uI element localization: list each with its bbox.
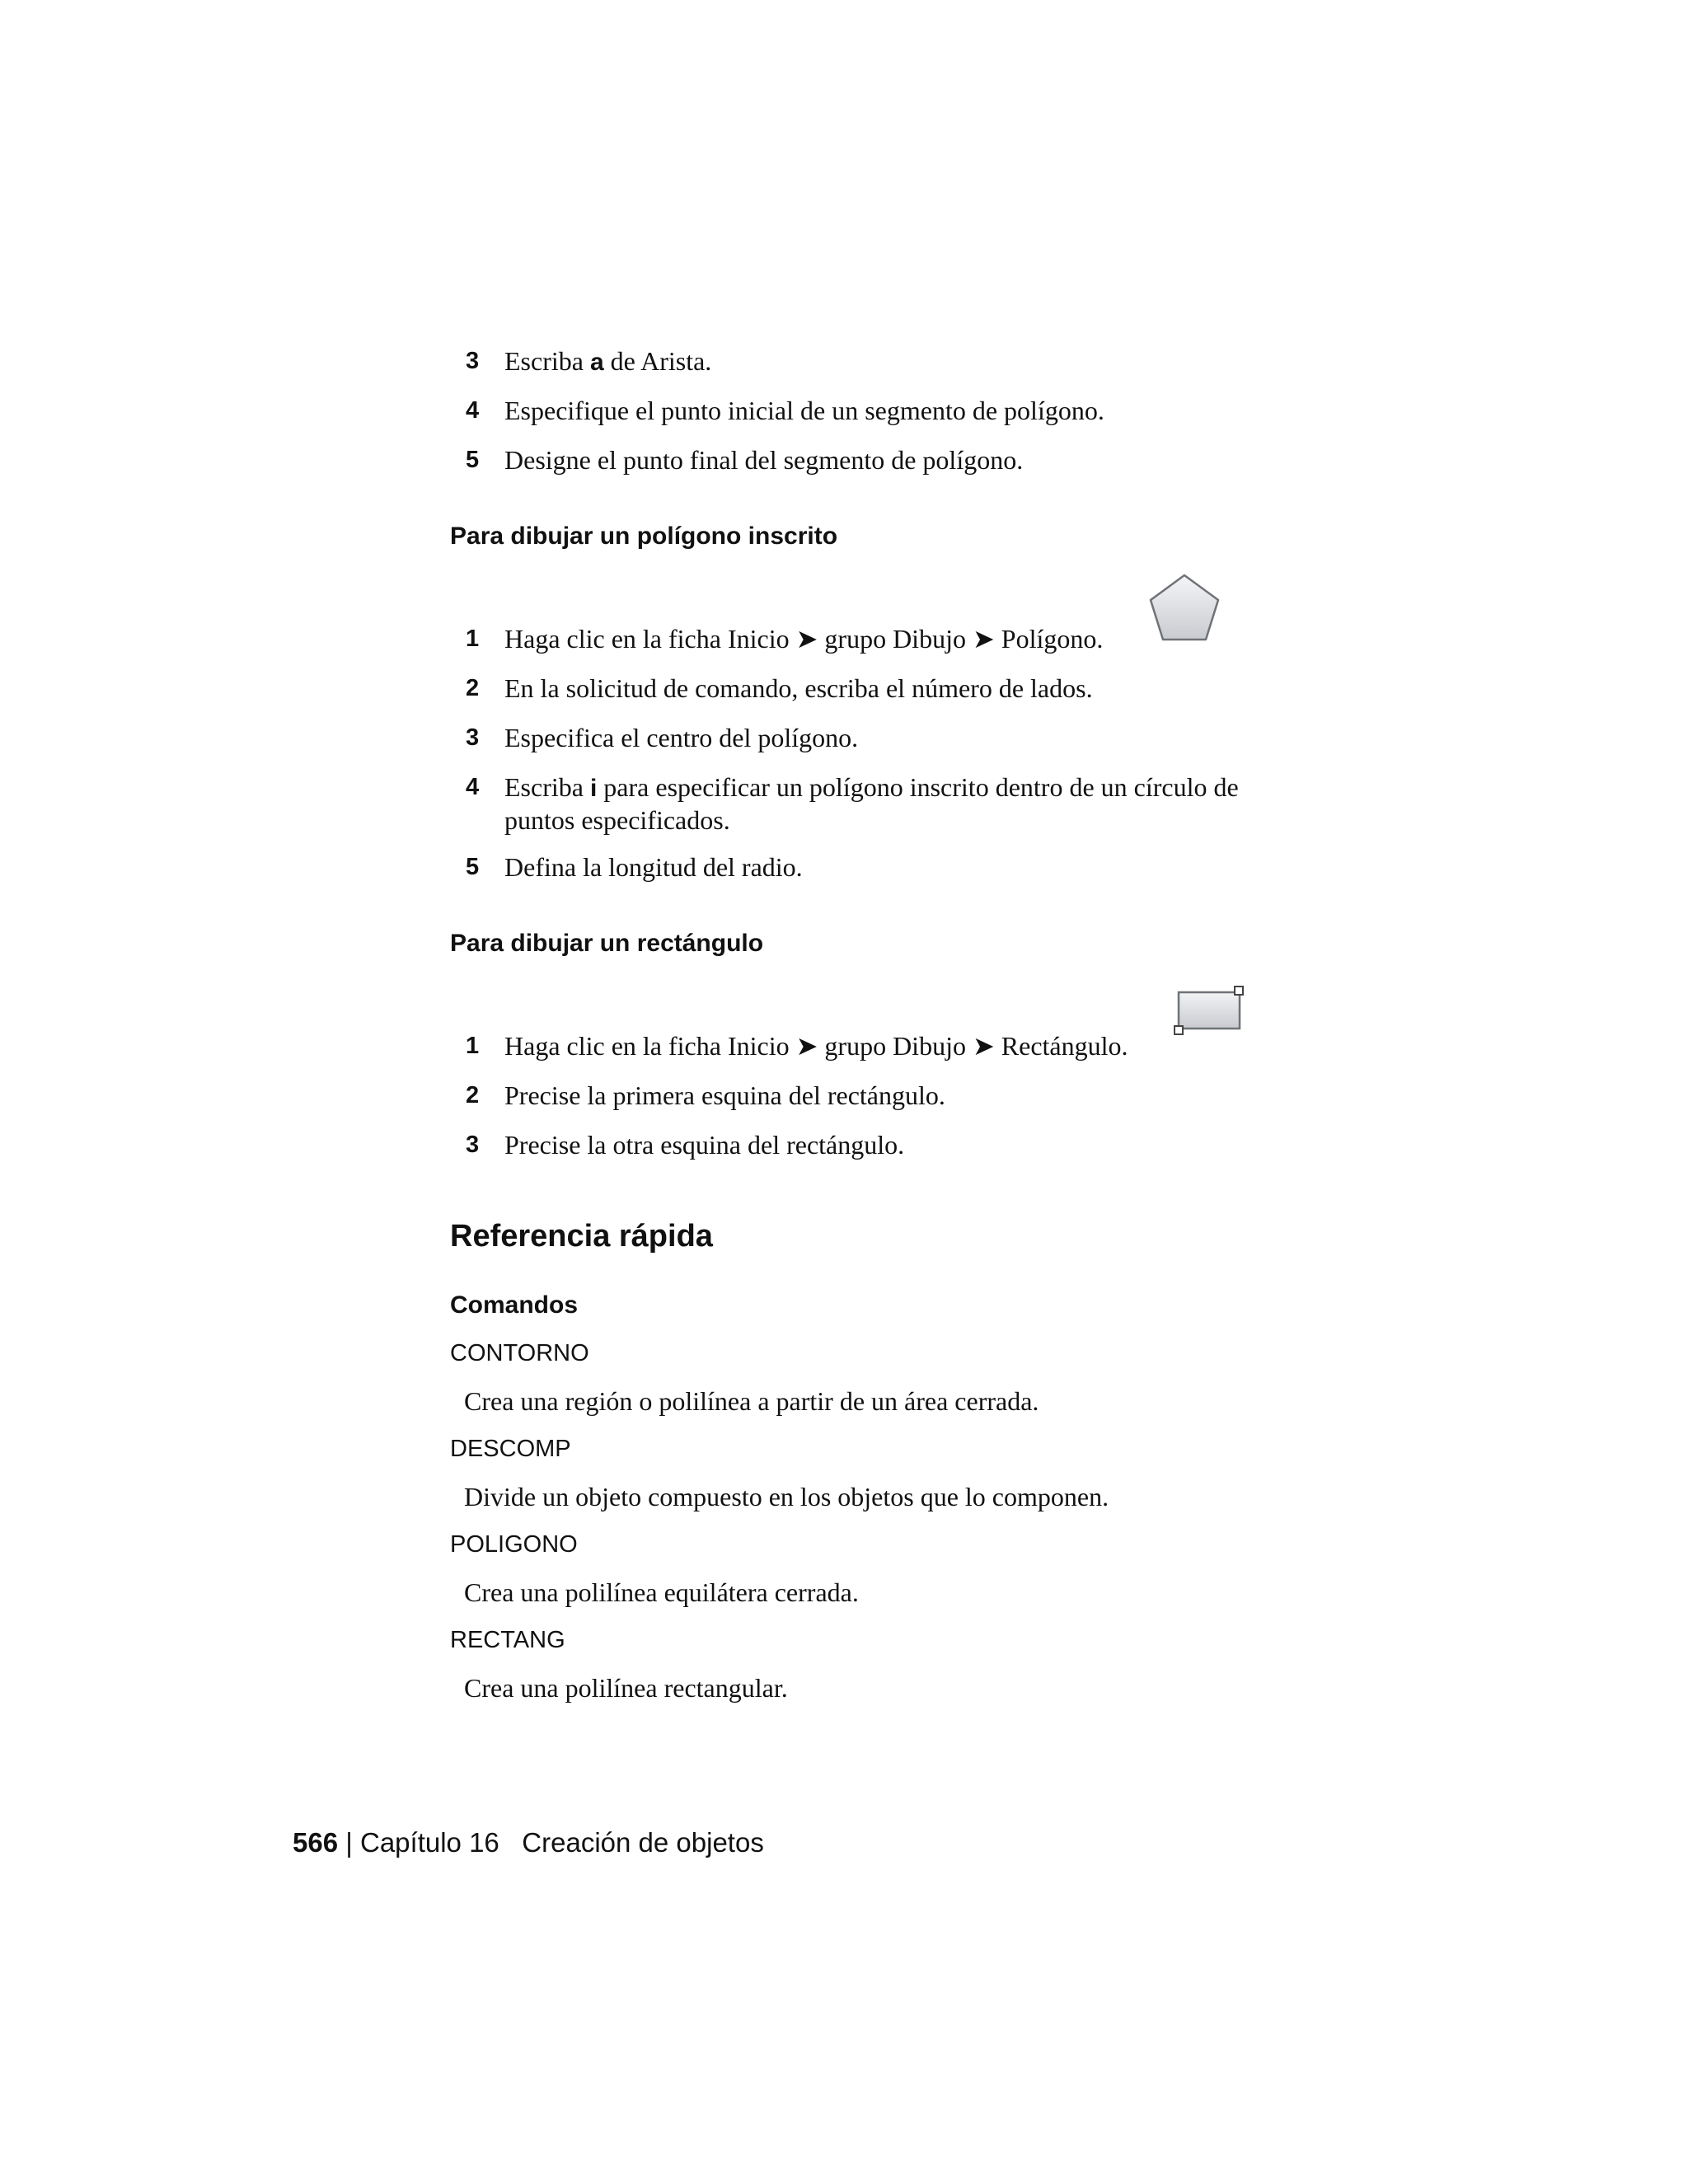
step-number: 1 (466, 626, 480, 652)
quick-reference-heading: Referencia rápida (450, 1219, 713, 1254)
command-name: CONTORNO (450, 1340, 589, 1366)
bold-key: a (589, 349, 604, 376)
step-text: Escriba i para especificar un polígono inscrito dentro de un círculo de puntos especificados. (504, 772, 1239, 835)
step-number: 5 (466, 447, 480, 473)
step-number: 3 (466, 724, 480, 751)
step-number: 4 (466, 774, 480, 800)
step-text: Haga clic en la ficha Inicio ➤ grupo Dibujo ➤ Rectángulo. (504, 1031, 1128, 1061)
inscribed-heading: Para dibujar un polígono inscrito (450, 523, 838, 550)
rectangle-heading: Para dibujar un rectángulo (450, 930, 764, 957)
step-text: Designe el punto final del segmento de polígono. (504, 445, 1024, 475)
step-number: 2 (466, 1082, 480, 1108)
footer-separator: | (338, 1827, 360, 1858)
step-number: 2 (466, 675, 480, 701)
command-name: POLIGONO (450, 1531, 578, 1558)
command-description: Crea una región o polilínea a partir de un área cerrada. (464, 1386, 1039, 1416)
step-number: 3 (466, 348, 480, 374)
commands-heading: Comandos (450, 1291, 579, 1319)
step-text: Precise la otra esquina del rectángulo. (504, 1130, 905, 1160)
step-number: 1 (466, 1033, 480, 1059)
step-text: Escriba a de Arista. (504, 346, 712, 376)
rectangle-tool-icon (1172, 984, 1246, 1038)
bold-key: i (589, 775, 598, 802)
command-description: Crea una polilínea equilátera cerrada. (464, 1577, 859, 1607)
step-number: 5 (466, 854, 480, 880)
chapter-title: Creación de objetos (522, 1827, 764, 1858)
step-text: Especifica el centro del polígono. (504, 723, 859, 752)
page-footer (293, 1826, 764, 1859)
command-description: Crea una polilínea rectangular. (464, 1673, 788, 1703)
step-text: Precise la primera esquina del rectángulo. (504, 1080, 945, 1110)
step-number: 4 (466, 397, 480, 424)
page-number: 566 (293, 1827, 339, 1858)
command-name: DESCOMP (450, 1436, 571, 1462)
step-text: Haga clic en la ficha Inicio ➤ grupo Dibujo ➤ Polígono. (504, 624, 1104, 654)
chapter-label: Capítulo 16 (359, 1827, 499, 1858)
command-description: Divide un objeto compuesto en los objetos que lo componen. (464, 1482, 1109, 1511)
step-text: Defina la longitud del radio. (504, 852, 803, 882)
polygon-tool-icon (1146, 570, 1223, 644)
step-text: En la solicitud de comando, escriba el número de lados. (504, 673, 1093, 703)
command-name: RECTANG (450, 1627, 565, 1653)
step-number: 3 (466, 1132, 480, 1158)
step-text: Especifique el punto inicial de un segmento de polígono. (504, 396, 1104, 425)
